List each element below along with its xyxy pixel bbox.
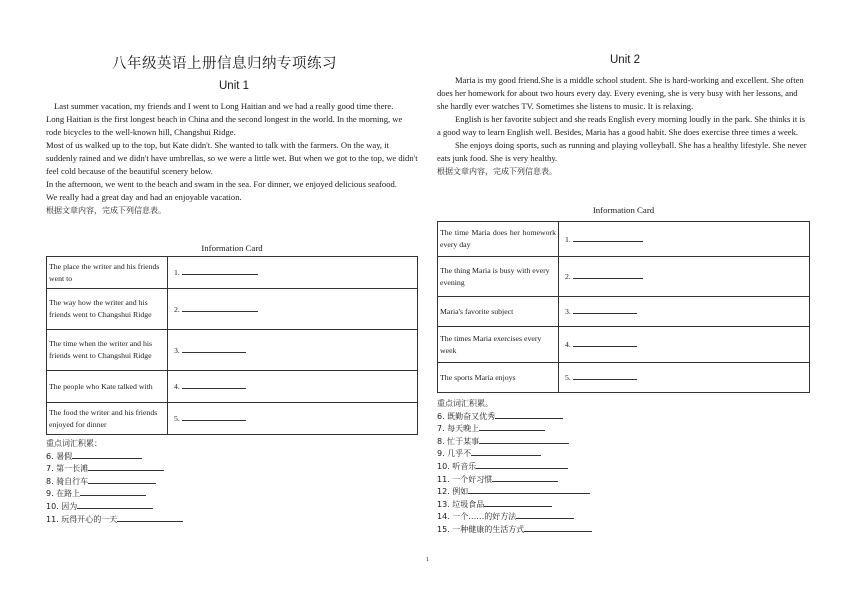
unit-1-heading: Unit 1 bbox=[219, 80, 250, 92]
list-item: 6. 既勤奋又优秀 bbox=[437, 410, 810, 423]
answer-blank[interactable] bbox=[117, 513, 183, 522]
answer-blank[interactable] bbox=[476, 460, 568, 469]
list-item: 15. 一种健康的生活方式 bbox=[437, 523, 810, 536]
question-cell: The time Maria does her homework every day bbox=[438, 222, 559, 257]
passage-paragraph: English is her favorite subject and she reads English every morning loudly in the park. She thinks it is a good way to learn English well. Besides, Maria has a good habit. She does exercise three times a week. bbox=[437, 114, 806, 137]
table-row bbox=[438, 327, 810, 363]
instruction: 根据文章内容，完成下列信息表。 bbox=[437, 167, 557, 176]
answer-blank[interactable] bbox=[492, 473, 558, 482]
list-item: 11. 一个好习惯 bbox=[437, 473, 810, 486]
table-row bbox=[47, 289, 418, 330]
answer-cell[interactable]: 4. bbox=[168, 371, 418, 403]
list-item: 14. 一个……的好方法 bbox=[437, 510, 810, 523]
card-title: Information Card bbox=[592, 205, 655, 215]
question-cell: The people who Kate talked with bbox=[47, 371, 168, 403]
question-cell: The time when the writer and his friends went to Changshui Ridge bbox=[47, 330, 168, 371]
question-cell: The sports Maria enjoys bbox=[438, 363, 559, 393]
list-item: 9. 在路上 bbox=[46, 487, 418, 500]
answer-blank[interactable] bbox=[77, 500, 153, 509]
answer-blank[interactable] bbox=[573, 305, 637, 314]
list-item: 6. 暑假 bbox=[46, 450, 418, 463]
passage-paragraph: Maria is my good friend.She is a middle school student. She is hard-working and excellent. She often does her homework for about two hours every day. Every evening, she is very busy with her lessons, and she hardly ever watches TV. Sometimes she listens to music. It is relaxing. bbox=[437, 75, 804, 111]
list-item: 8. 忙于某事 bbox=[437, 435, 810, 448]
answer-blank[interactable] bbox=[182, 412, 246, 421]
passage-paragraph: She enjoys doing sports, such as running and playing volleyball. She has a healthy lifestyle. She never eats junk food. She is very healthy. bbox=[437, 140, 807, 163]
answer-blank[interactable] bbox=[80, 487, 146, 496]
table-row bbox=[438, 363, 810, 393]
answer-blank[interactable] bbox=[484, 498, 552, 507]
answer-cell[interactable]: 4. bbox=[559, 327, 810, 363]
passage-paragraph: Most of us walked up to the top, but Kate didn't. She wanted to talk with the farmers. On the way, it suddenly rained and we didn't have umbrellas, so we were a little wet. But when we got to the top, we didn't feel cold because of the beautiful scenery below. bbox=[46, 140, 418, 176]
answer-blank[interactable] bbox=[573, 270, 643, 279]
list-item: 7. 每天晚上 bbox=[437, 422, 810, 435]
table-row bbox=[47, 257, 418, 289]
list-item: 11. 玩得开心的一天 bbox=[46, 513, 418, 526]
answer-blank[interactable] bbox=[182, 380, 246, 389]
page-number: 1 bbox=[426, 557, 429, 563]
table-row bbox=[47, 403, 418, 435]
document-title: 八年级英语上册信息归纳专项练习 bbox=[112, 56, 337, 72]
card-title: Information Card bbox=[201, 243, 263, 253]
answer-blank[interactable] bbox=[573, 233, 643, 242]
answer-cell[interactable]: 1. bbox=[559, 222, 810, 257]
answer-blank[interactable] bbox=[72, 450, 142, 459]
answer-blank[interactable] bbox=[182, 303, 258, 312]
answer-blank[interactable] bbox=[524, 523, 592, 532]
answer-blank[interactable] bbox=[88, 462, 164, 471]
question-cell: The times Maria exercises every week bbox=[438, 327, 559, 363]
unit-2-passage bbox=[437, 74, 810, 178]
answer-blank[interactable] bbox=[479, 435, 569, 444]
list-item: 7. 第一长滩 bbox=[46, 462, 418, 475]
unit-2-heading: Unit 2 bbox=[610, 54, 641, 66]
question-cell: The thing Maria is busy with every evening bbox=[438, 257, 559, 297]
answer-cell[interactable]: 2. bbox=[168, 289, 418, 330]
answer-blank[interactable] bbox=[471, 447, 541, 456]
table-row bbox=[438, 257, 810, 297]
list-item: 9. 几乎不 bbox=[437, 447, 810, 460]
answer-blank[interactable] bbox=[468, 485, 590, 494]
question-cell: Maria's favorite subject bbox=[438, 297, 559, 327]
question-cell: The place the writer and his friends went to bbox=[47, 257, 168, 289]
information-card-table bbox=[46, 256, 418, 435]
answer-blank[interactable] bbox=[573, 371, 637, 380]
passage-paragraph: In the afternoon, we went to the beach and swam in the sea. For dinner, we enjoyed delicious seafood. bbox=[46, 179, 397, 189]
vocabulary-list bbox=[437, 398, 810, 536]
passage-paragraph: Long Haitian is the first longest beach in China and the second longest in the world. In the morning, we rode bicycles to the well-known hill, Changshui Ridge. bbox=[46, 114, 403, 137]
instruction: 根据文章内容，完成下列信息表。 bbox=[46, 206, 166, 215]
question-cell: The way how the writer and his friends went to Changshui Ridge bbox=[47, 289, 168, 330]
question-cell: The food the writer and his friends enjoyed for dinner bbox=[47, 403, 168, 435]
vocabulary-list bbox=[46, 438, 418, 525]
vocab-title: 重点词汇积累： bbox=[46, 439, 102, 448]
unit-1-passage bbox=[46, 100, 418, 217]
passage-paragraph: We really had a great day and had an enjoyable vacation. bbox=[46, 192, 242, 202]
answer-blank[interactable] bbox=[182, 266, 258, 275]
answer-cell[interactable]: 2. bbox=[559, 257, 810, 297]
list-item: 10. 听音乐 bbox=[437, 460, 810, 473]
answer-cell[interactable]: 1. bbox=[168, 257, 418, 289]
answer-cell[interactable]: 3. bbox=[559, 297, 810, 327]
table-row bbox=[438, 222, 810, 257]
list-item: 13. 垃圾食品 bbox=[437, 498, 810, 511]
answer-blank[interactable] bbox=[182, 344, 246, 353]
list-item: 12. 例如 bbox=[437, 485, 810, 498]
answer-blank[interactable] bbox=[573, 338, 637, 347]
information-card-table bbox=[437, 221, 810, 393]
answer-cell[interactable]: 5. bbox=[168, 403, 418, 435]
answer-blank[interactable] bbox=[479, 422, 545, 431]
answer-blank[interactable] bbox=[516, 510, 574, 519]
passage-paragraph: Last summer vacation, my friends and I went to Long Haitian and we had a really good time there. bbox=[54, 101, 394, 111]
answer-blank[interactable] bbox=[88, 475, 156, 484]
answer-blank[interactable] bbox=[495, 410, 563, 419]
table-row bbox=[438, 297, 810, 327]
answer-cell[interactable]: 5. bbox=[559, 363, 810, 393]
answer-cell[interactable]: 3. bbox=[168, 330, 418, 371]
list-item: 10. 因为 bbox=[46, 500, 418, 513]
vocab-title: 重点词汇积累。 bbox=[437, 399, 493, 408]
table-row bbox=[47, 371, 418, 403]
table-row bbox=[47, 330, 418, 371]
list-item: 8. 骑自行车 bbox=[46, 475, 418, 488]
